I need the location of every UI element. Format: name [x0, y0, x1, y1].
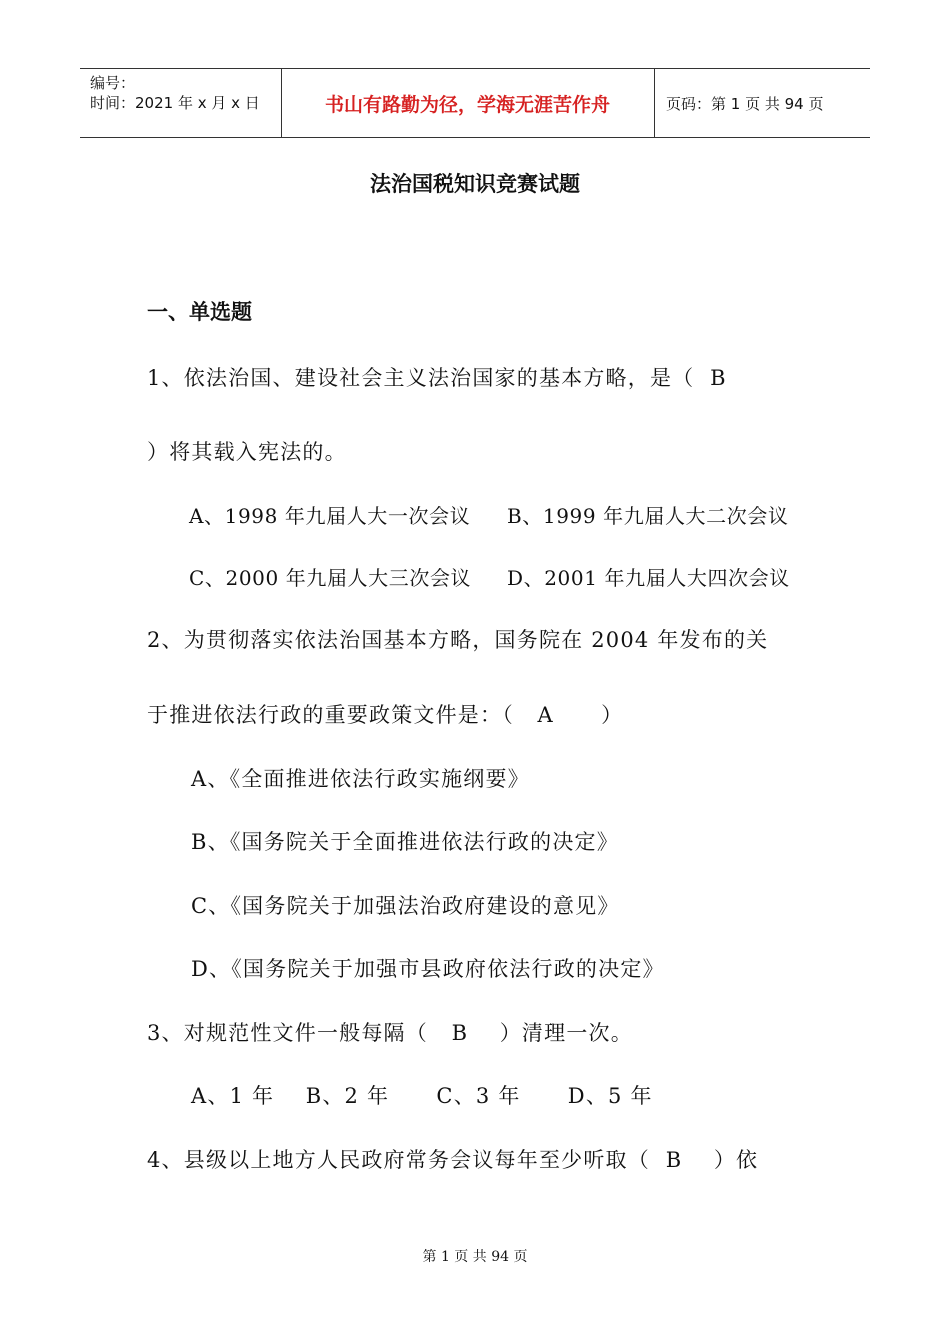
question-1-line-2: ）将其载入宪法的。 — [147, 440, 347, 464]
header-page-info: 页码：第 1 页 共 94 页 — [666, 94, 824, 113]
question-2-option-d: D、《国务院关于加强市县政府依法行政的决定》 — [191, 957, 665, 981]
header-meta — [90, 73, 260, 113]
header-motto: 书山有路勤为径，学海无涯苦作舟 — [324, 93, 610, 116]
header-divider — [654, 69, 655, 137]
question-2-option-a: A、《全面推进依法行政实施纲要》 — [191, 767, 530, 791]
question-3-options: A、1 年 B、2 年 C、3 年 D、5 年 — [191, 1084, 653, 1108]
question-2-option-c: C、《国务院关于加强法治政府建设的意见》 — [191, 894, 620, 918]
question-4-line-1: 4、县级以上地方人民政府常务会议每年至少听取（ B ）依 — [147, 1148, 759, 1172]
question-1-option-b: B、1999 年九届人大二次会议 — [507, 504, 789, 528]
question-3-line-1: 3、对规范性文件一般每隔（ B ）清理一次。 — [147, 1021, 633, 1045]
header-table — [80, 68, 870, 138]
question-1-option-d: D、2001 年九届人大四次会议 — [507, 566, 790, 590]
question-1-line-1: 1、依法治国、建设社会主义法治国家的基本方略，是（ B — [147, 366, 727, 390]
header-date-label: 时间：2021 年 x 月 x 日 — [90, 94, 260, 112]
document-title: 法治国税知识竞赛试题 — [370, 172, 580, 196]
page-footer: 第 1 页 共 94 页 — [422, 1249, 528, 1265]
question-1-option-c: C、2000 年九届人大三次会议 — [189, 566, 472, 590]
section-heading: 一、单选题 — [147, 300, 252, 324]
question-2-line-2: 于推进依法行政的重要政策文件是：（ A ） — [147, 703, 624, 727]
header-number-label: 编号： — [90, 74, 136, 92]
question-2-option-b: B、《国务院关于全面推进依法行政的决定》 — [191, 830, 619, 854]
question-1-option-a: A、1998 年九届人大一次会议 — [189, 504, 471, 528]
question-2-line-1: 2、为贯彻落实依法治国基本方略，国务院在 2004 年发布的关 — [147, 628, 769, 652]
